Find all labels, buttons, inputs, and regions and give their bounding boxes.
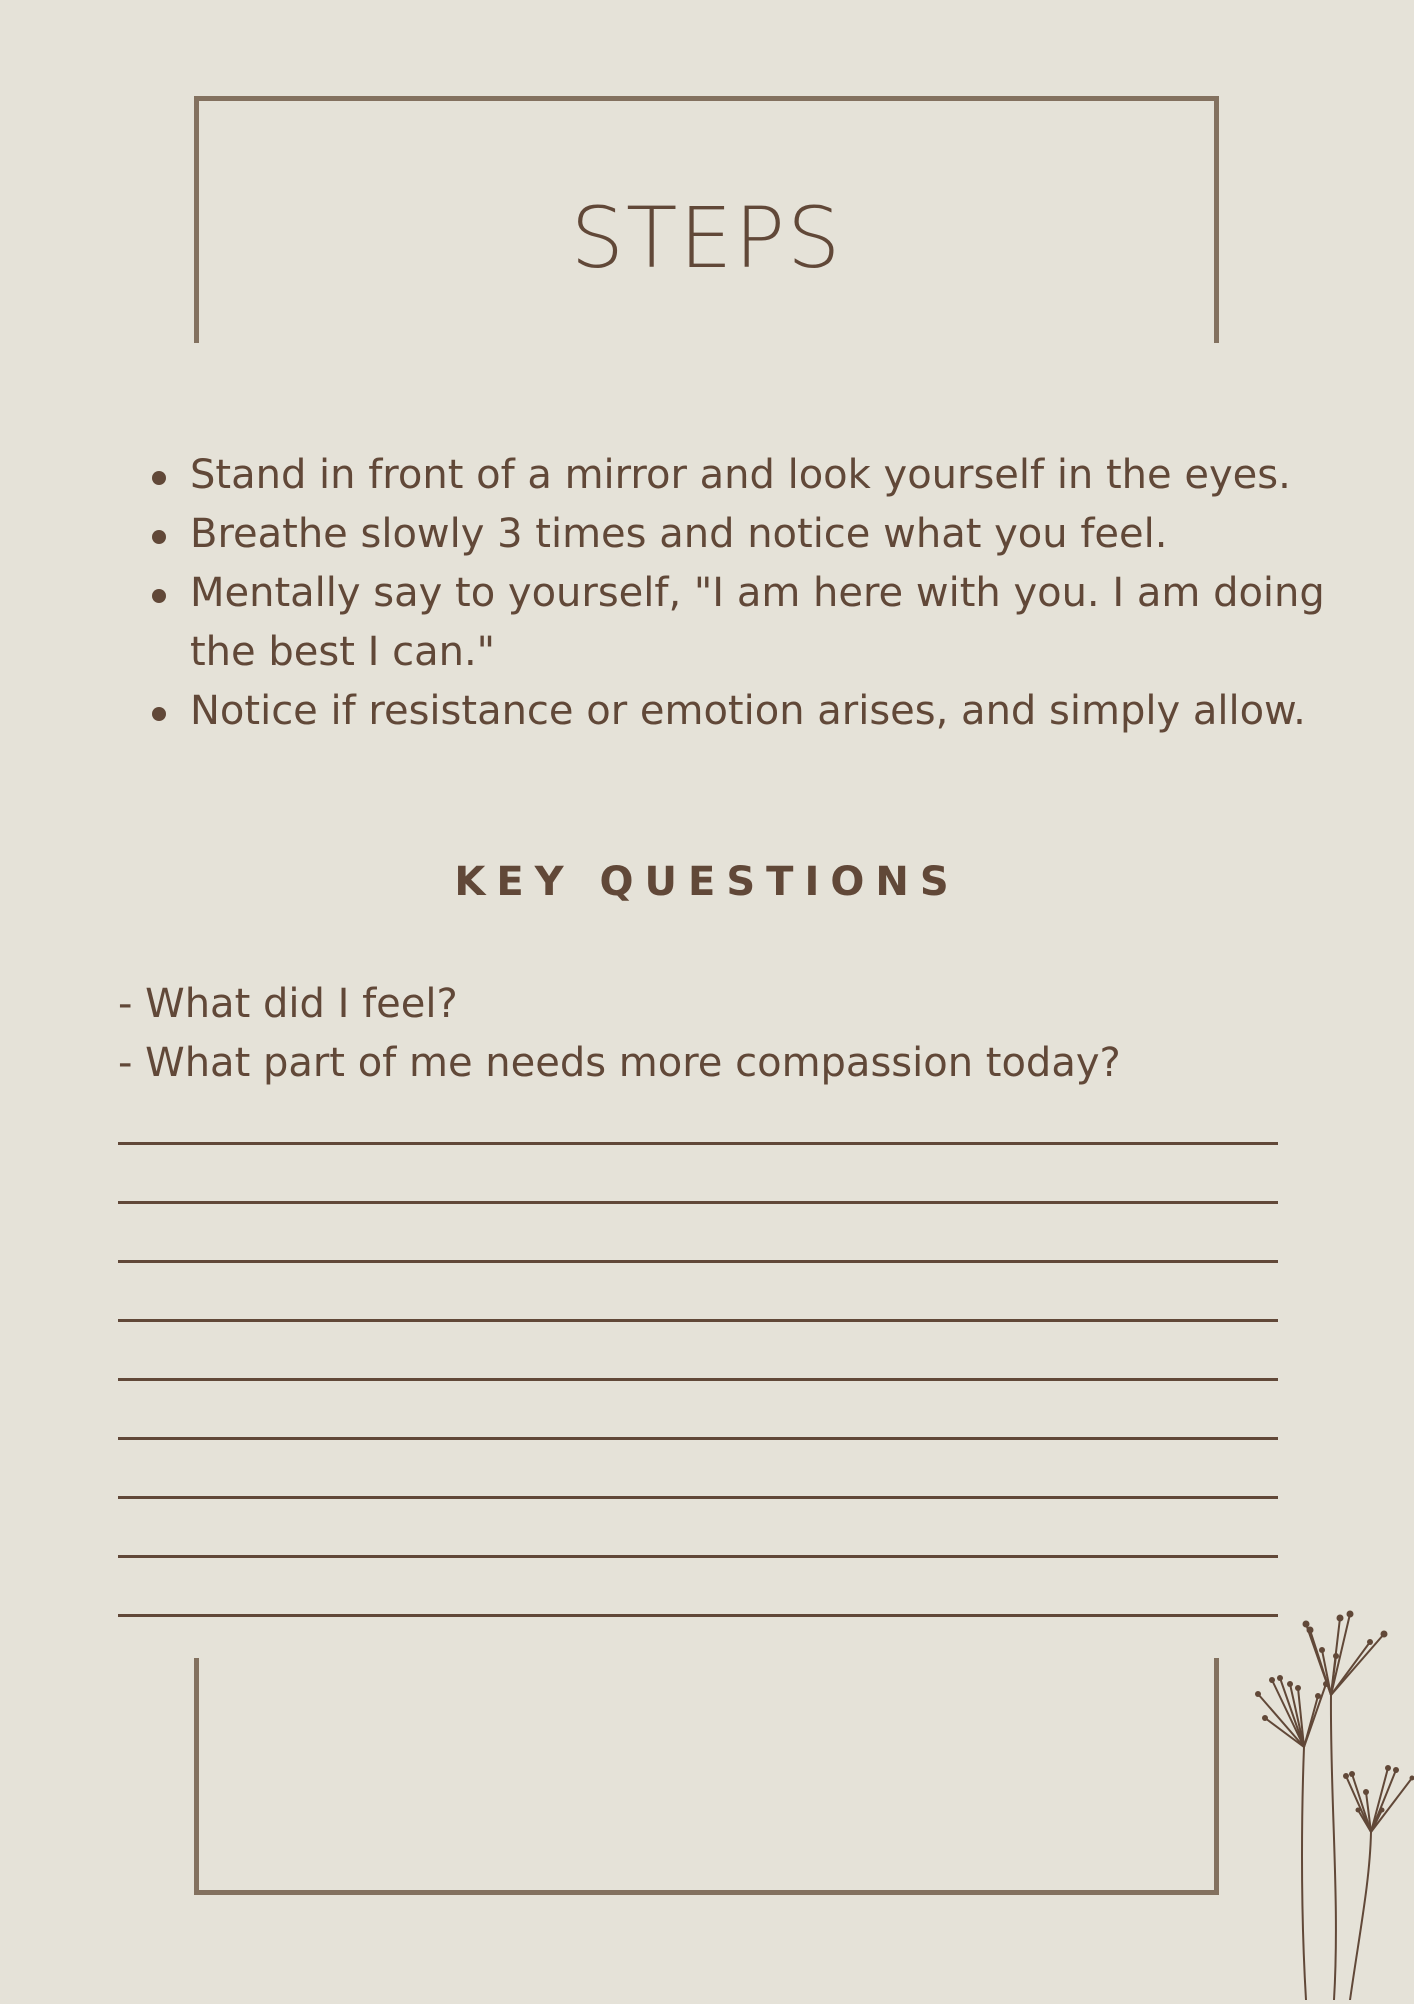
writing-line[interactable] <box>118 1555 1278 1558</box>
dried-flower-icon <box>1240 1600 1414 2004</box>
bottom-frame <box>194 1658 1219 1895</box>
writing-line[interactable] <box>118 1319 1278 1322</box>
step-item: Mentally say to yourself, "I am here with you. I am doing the best I can." <box>138 564 1338 682</box>
writing-line[interactable] <box>118 1496 1278 1499</box>
questions-list <box>118 975 1121 1093</box>
writing-line[interactable] <box>118 1437 1278 1440</box>
question-item: - What did I feel? <box>118 975 1121 1034</box>
writing-line[interactable] <box>118 1260 1278 1263</box>
step-item: Notice if resistance or emotion arises, and simply allow. <box>138 682 1338 741</box>
step-item: Breathe slowly 3 times and notice what you feel. <box>138 505 1338 564</box>
question-item: - What part of me needs more compassion today? <box>118 1034 1121 1093</box>
step-item: Stand in front of a mirror and look yourself in the eyes. <box>138 446 1338 505</box>
steps-list <box>138 446 1338 741</box>
writing-line[interactable] <box>118 1201 1278 1204</box>
writing-line[interactable] <box>118 1142 1278 1145</box>
writing-lines <box>118 1142 1278 1673</box>
writing-line[interactable] <box>118 1614 1278 1617</box>
writing-line[interactable] <box>118 1378 1278 1381</box>
page-title: STEPS <box>194 196 1219 280</box>
key-questions-heading: KEY QUESTIONS <box>0 862 1414 902</box>
